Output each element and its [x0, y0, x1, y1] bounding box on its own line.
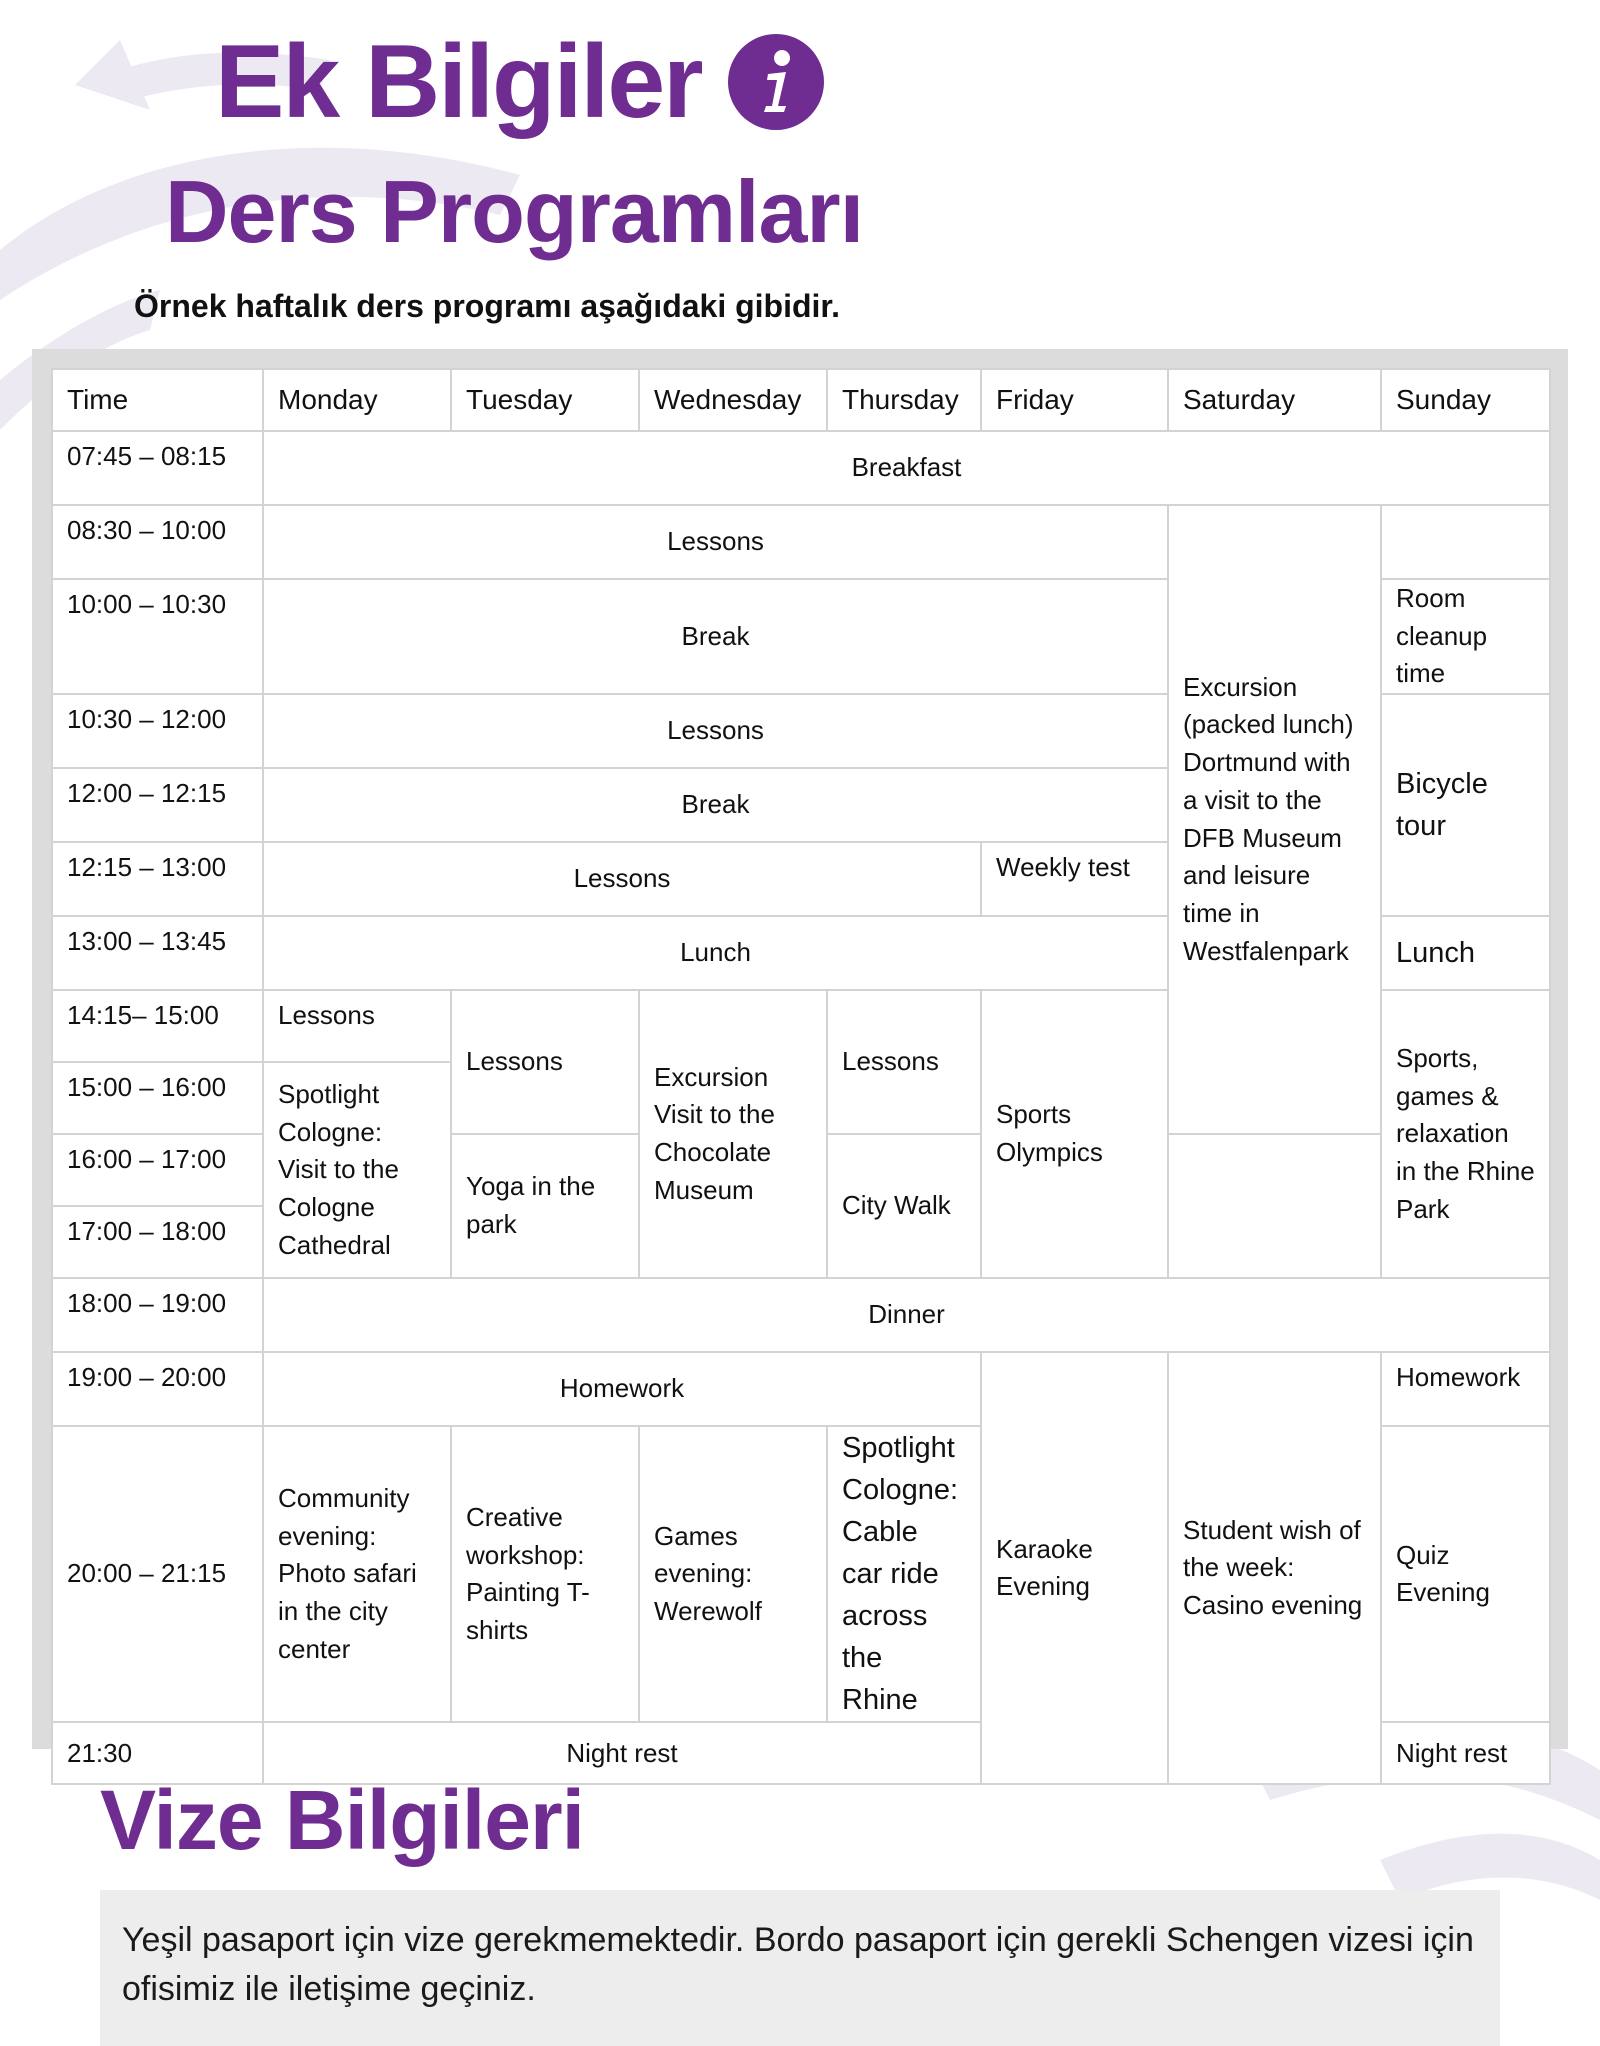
header-monday: Monday — [263, 369, 451, 431]
intro-text: Örnek haftalık ders programı aşağıdaki gibidir. — [134, 288, 840, 324]
cell-friday-sports-olympics: Sports Olympics — [981, 990, 1168, 1278]
cell-thursday-lessons: Lessons — [827, 990, 981, 1134]
schedule-frame — [32, 349, 1568, 1768]
cell-monday-spotlight: Spotlight Cologne: Visit to the Cologne Cathedral — [263, 1062, 451, 1278]
table-row — [52, 431, 1550, 505]
time-cell: 07:45 – 08:15 — [52, 431, 263, 505]
cell-monday-lessons: Lessons — [263, 990, 451, 1062]
cell-thursday-city-walk: City Walk — [827, 1134, 981, 1278]
time-cell: 10:30 – 12:00 — [52, 694, 263, 768]
time-cell: 16:00 – 17:00 — [52, 1134, 263, 1206]
cell-breakfast: Breakfast — [263, 431, 1550, 505]
cell-break: Break — [263, 579, 1168, 694]
cell-friday-weekly-test: Weekly test — [981, 842, 1168, 916]
time-cell: 18:00 – 19:00 — [52, 1278, 263, 1352]
time-cell: 12:15 – 13:00 — [52, 842, 263, 916]
time-cell: 20:00 – 21:15 — [52, 1426, 263, 1722]
time-cell: 08:30 – 10:00 — [52, 505, 263, 579]
cell-friday-karaoke: Karaoke Evening — [981, 1352, 1168, 1784]
page-title: Ek Bilgiler — [215, 24, 702, 140]
header-time: Time — [52, 369, 263, 431]
cell-wednesday-excursion: Excursion Visit to the Chocolate Museum — [639, 990, 827, 1278]
cell-monday-community-evening: Community evening: Photo safari in the city center — [263, 1426, 451, 1722]
time-cell: 14:15– 15:00 — [52, 990, 263, 1062]
time-cell: 17:00 – 18:00 — [52, 1206, 263, 1278]
cell-wednesday-games-evening: Games evening: Werewolf — [639, 1426, 827, 1722]
time-cell: 21:30 — [52, 1722, 263, 1784]
cell-sunday-lunch: Lunch — [1381, 916, 1550, 990]
cell-tuesday-creative-workshop: Creative workshop: Painting T-shirts — [451, 1426, 639, 1722]
visa-info-text: Yeşil pasaport için vize gerekmemektedir. Bordo pasaport için gerekli Schengen vizesi için ofisimiz ile iletişime geçiniz. — [122, 1921, 1474, 2009]
cell-break: Break — [263, 768, 1168, 842]
header-sunday: Sunday — [1381, 369, 1550, 431]
cell-sunday-homework: Homework — [1381, 1352, 1550, 1426]
cell-sunday-empty — [1381, 505, 1550, 579]
cell-lessons: Lessons — [263, 694, 1168, 768]
cell-tuesday-lessons: Lessons — [451, 990, 639, 1134]
cell-sunday-night-rest: Night rest — [1381, 1722, 1550, 1784]
time-cell: 19:00 – 20:00 — [52, 1352, 263, 1426]
cell-sunday-room-cleanup: Room cleanup time — [1381, 579, 1550, 694]
cell-lessons: Lessons — [263, 842, 981, 916]
header-thursday: Thursday — [827, 369, 981, 431]
cell-homework: Homework — [263, 1352, 981, 1426]
cell-sunday-sports-games: Sports, games & relaxation in the Rhine Park — [1381, 990, 1550, 1278]
cell-dinner: Dinner — [263, 1278, 1550, 1352]
time-cell: 10:00 – 10:30 — [52, 579, 263, 694]
time-cell: 13:00 – 13:45 — [52, 916, 263, 990]
time-cell: 12:00 – 12:15 — [52, 768, 263, 842]
cell-sunday-bicycle-tour: Bicycle tour — [1381, 694, 1550, 916]
visa-info-box — [100, 1890, 1500, 2046]
header-tuesday: Tuesday — [451, 369, 639, 431]
title-row — [215, 22, 824, 142]
cell-lunch: Lunch — [263, 916, 1168, 990]
section-title-vize-bilgileri: Vize Bilgileri — [100, 1773, 584, 1867]
table-row — [52, 505, 1550, 579]
header-friday: Friday — [981, 369, 1168, 431]
weekly-schedule-table — [51, 368, 1551, 1785]
header-wednesday: Wednesday — [639, 369, 827, 431]
info-icon — [728, 34, 824, 130]
cell-sunday-quiz-evening: Quiz Evening — [1381, 1426, 1550, 1722]
header-saturday: Saturday — [1168, 369, 1381, 431]
cell-saturday-excursion: Excursion (packed lunch) Dortmund with a visit to the DFB Museum and leisure time in Westfalenpark — [1168, 505, 1381, 1134]
section-title-ders-programlari: Ders Programları — [165, 162, 864, 261]
table-row — [52, 1352, 1550, 1426]
cell-night-rest: Night rest — [263, 1722, 981, 1784]
cell-tuesday-yoga: Yoga in the park — [451, 1134, 639, 1278]
table-header-row — [52, 369, 1550, 431]
cell-lessons: Lessons — [263, 505, 1168, 579]
table-row — [52, 1278, 1550, 1352]
cell-thursday-spotlight-cable-car: Spotlight Cologne: Cable car ride across the Rhine — [827, 1426, 981, 1722]
time-cell: 15:00 – 16:00 — [52, 1062, 263, 1134]
cell-saturday-student-wish: Student wish of the week: Casino evening — [1168, 1352, 1381, 1784]
